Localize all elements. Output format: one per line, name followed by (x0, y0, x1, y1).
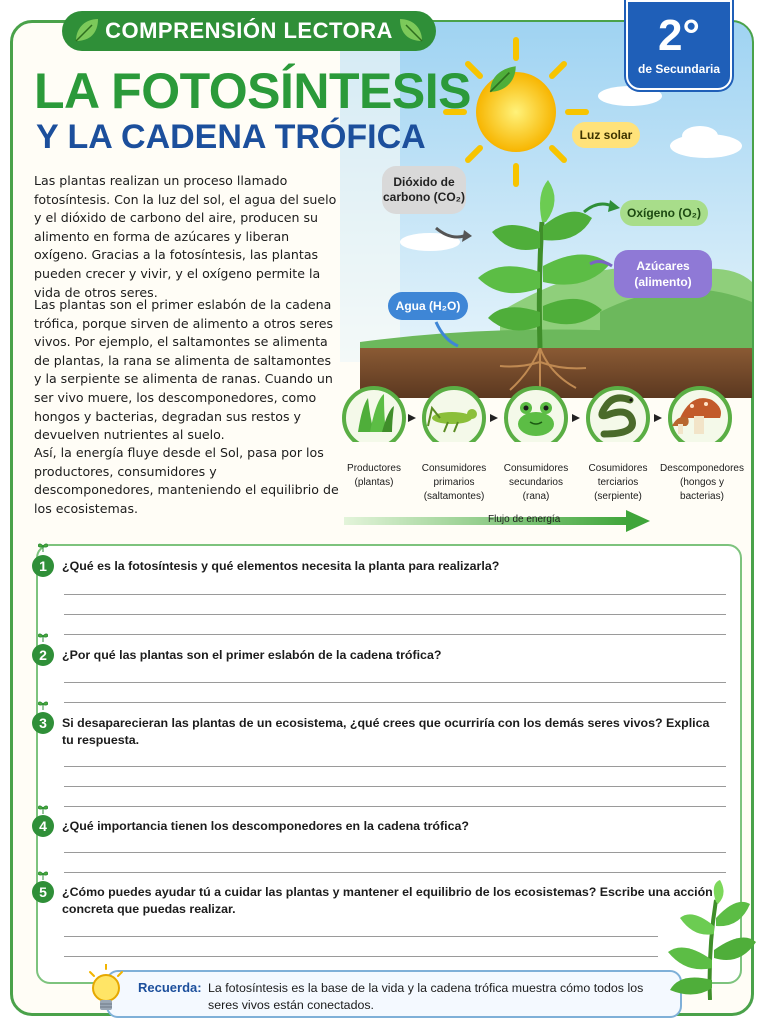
answer-line[interactable] (64, 766, 726, 767)
reading-paragraph-2: Las plantas son el primer eslabón de la cadena trófica, porque sirven de alimento a otros seres vivos. Por ejemplo, el saltamontes se alimenta de plantas, la rana se alimenta de saltamontes y la serpiente se alimenta de ranas. Cuando un ser vivo muere, los descomponedores, como hongos y bacterias, degradan sus restos y devuelven nutrientes al suelo. (34, 297, 334, 443)
question-number: 3 (32, 712, 54, 734)
chain-label-tertiary: Cosumidores terciarios (serpiente) (588, 463, 648, 502)
sugar-label-line2: (alimento) (634, 275, 692, 289)
leaf-icon (70, 15, 102, 47)
remember-label: Recuerda: (138, 980, 202, 995)
question-number: 1 (32, 555, 54, 577)
chain-label-decomposers: Descomponedores (hongos y bacterias) (660, 463, 744, 502)
leaf-icon (396, 15, 428, 47)
answer-line[interactable] (64, 806, 726, 807)
sprout-icon (38, 632, 48, 642)
sprout-icon (38, 700, 48, 710)
answer-line[interactable] (64, 634, 726, 635)
answer-line[interactable] (64, 702, 726, 703)
reading-paragraph-1: Las plantas realizan un proceso llamado fotosíntesis. Con la luz del sol, el agua del suelo y el dióxido de carbono del aire, producen su alimento en forma de azúcares y liberan oxígeno. Gracias a la fotosíntesis, las plantas pueden crecer y vivir, y el oxígeno permite la vida de otros seres. (34, 173, 337, 300)
grade-badge (626, 0, 732, 90)
question-text: ¿Por qué las plantas son el primer eslabón de la cadena trófica? (62, 648, 442, 662)
answer-line[interactable] (64, 872, 726, 873)
water-label: Agua (H₂O) (388, 292, 468, 320)
page-title: LA FOTOSÍNTESIS (34, 62, 520, 120)
chain-label-secondary: Consumidores secundarios (rana) (503, 463, 569, 502)
sprout-icon (38, 804, 48, 814)
co2-label-line2: carbono (CO₂) (383, 190, 465, 204)
leaf-icon (486, 62, 520, 96)
answer-line[interactable] (64, 852, 726, 853)
chain-label-primary: Consumidores primarios (saltamontes) (421, 463, 487, 502)
energy-flow-label: Flujo de energía (488, 514, 561, 525)
question-number: 4 (32, 815, 54, 837)
answer-line[interactable] (64, 956, 658, 957)
section-banner (62, 11, 436, 51)
sprout-icon (38, 870, 48, 880)
question-text: ¿Cómo puedes ayudar tú a cuidar las plantas y mantener el equilibrio de los ecosistemas? Escribe una acción concreta que puedas realizar. (62, 885, 713, 916)
banner-label: COMPRENSIÓN LECTORA (105, 18, 393, 43)
sprout-icon (38, 542, 48, 552)
question-text: ¿Qué importancia tienen los descomponedores en la cadena trófica? (62, 819, 469, 833)
page-subtitle: Y LA CADENA TRÓFICA (36, 118, 426, 156)
answer-line[interactable] (64, 936, 658, 937)
co2-label (382, 166, 466, 214)
questions-box (36, 544, 742, 984)
answer-line[interactable] (64, 614, 726, 615)
co2-label-line1: Dióxido de (393, 175, 455, 189)
chain-label-producers: Productores (plantas) (347, 463, 401, 488)
question-number: 2 (32, 644, 54, 666)
question-text: ¿Qué es la fotosíntesis y qué elementos necesita la planta para realizarla? (62, 559, 500, 573)
sugar-label-line1: Azúcares (636, 259, 690, 273)
sugar-label (614, 250, 712, 298)
remember-text: La fotosíntesis es la base de la vida y la cadena trófica muestra cómo todos los seres vivos están conectados. (208, 981, 644, 1012)
answer-line[interactable] (64, 682, 726, 683)
oxygen-label: Oxígeno (O₂) (620, 200, 708, 226)
grade-level: de Secundaria (637, 62, 721, 76)
answer-line[interactable] (64, 594, 726, 595)
lightbulb-icon (86, 964, 126, 1020)
remember-box (106, 970, 682, 1018)
sunlight-label: Luz solar (572, 122, 640, 148)
grade-number: 2° (657, 11, 701, 60)
question-number: 5 (32, 881, 54, 903)
question-text: Si desaparecieran las plantas de un ecosistema, ¿qué crees que ocurriría con los demás seres vivos? Explica tu respuesta. (62, 716, 710, 747)
plant-icon (660, 880, 760, 1000)
reading-paragraph-3: Así, la energía fluye desde el Sol, pasa por los productores, consumidores y descomponedores, manteniendo el equilibrio de los ecosistemas. (34, 445, 339, 516)
answer-line[interactable] (64, 786, 726, 787)
